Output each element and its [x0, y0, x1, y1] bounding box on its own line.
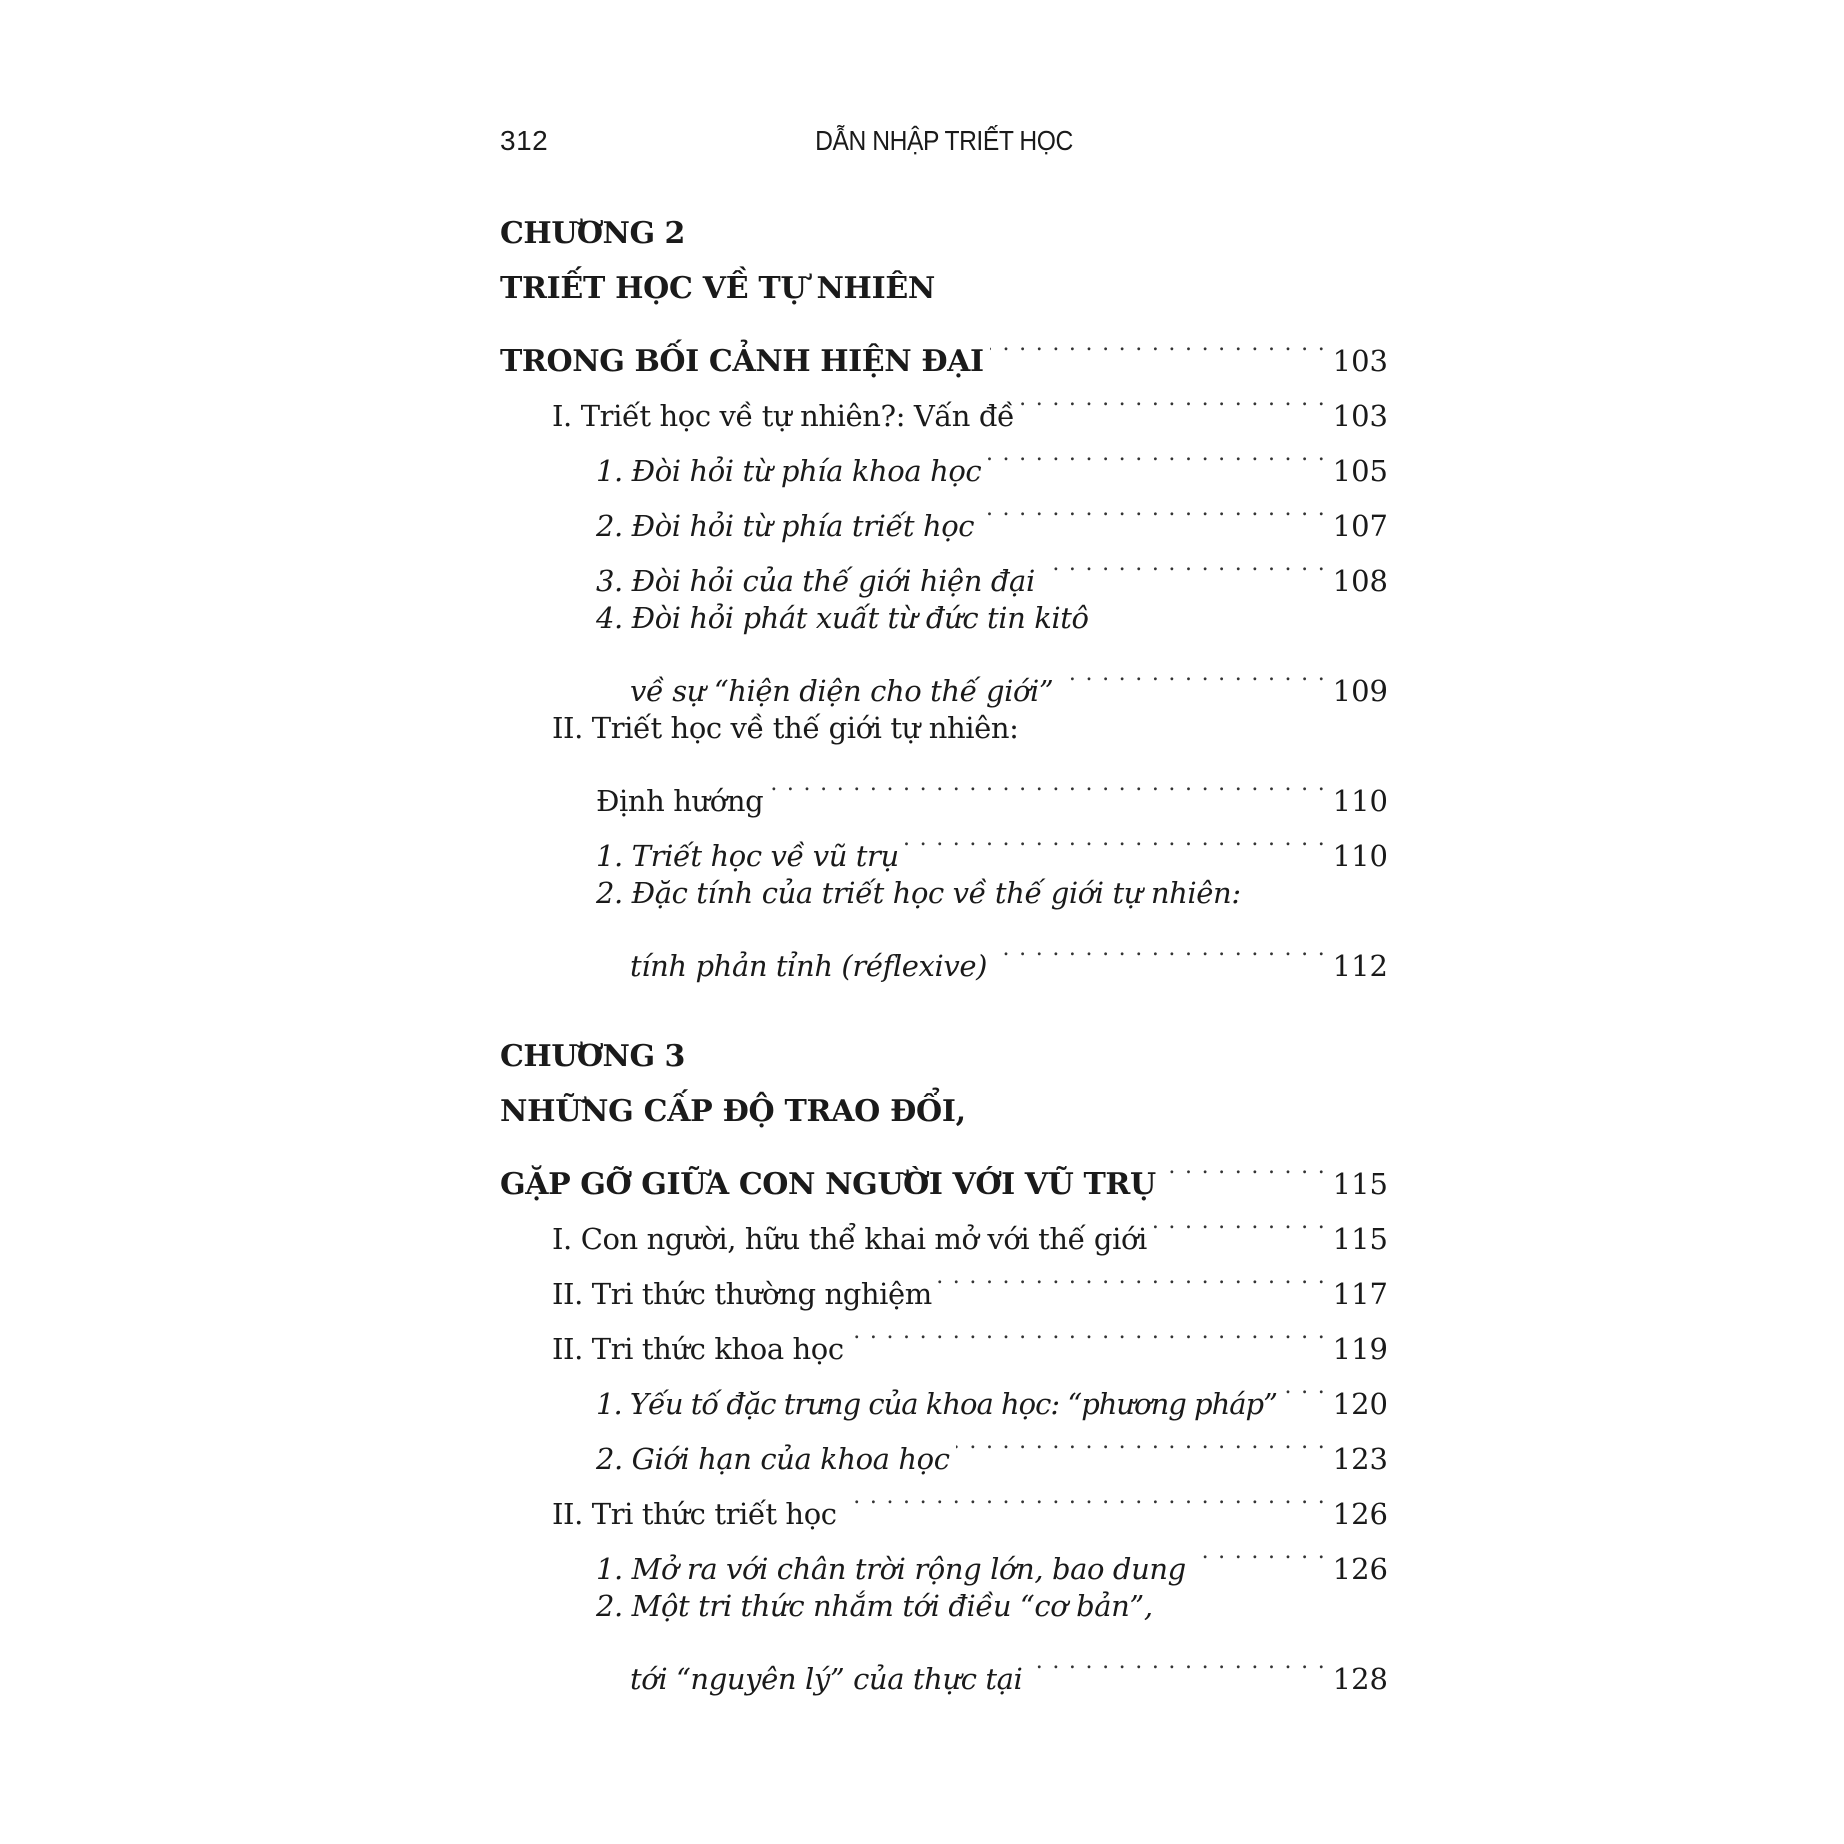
toc-entry: [500, 866, 1388, 921]
dot-leader: [1021, 371, 1327, 426]
page-ref: 110: [1332, 839, 1388, 873]
page-ref: 126: [1332, 1552, 1388, 1586]
page-ref: 112: [1332, 949, 1388, 983]
page-ref: 105: [1332, 454, 1388, 488]
toc-entry: [500, 701, 1388, 756]
entry-text: I. Triết học về tự nhiên?: Vấn đề: [552, 399, 1015, 433]
page-ref: 115: [1332, 1167, 1388, 1201]
chapter-title-last-line: TRONG BỐI CẢNH HIỆN ĐẠI: [500, 344, 984, 379]
dot-leader: [1283, 1359, 1326, 1414]
entry-text: 3. Đòi hỏi của thế giới hiện đại: [596, 564, 1035, 598]
dot-leader: [850, 1304, 1326, 1359]
page-header: [500, 125, 1388, 169]
entry-text: tính phản tỉnh (réflexive): [630, 949, 988, 983]
dot-leader: [980, 481, 1326, 536]
dot-leader: [993, 921, 1326, 976]
entry-text: 1. Mở ra với chân trời rộng lớn, bao dung: [596, 1552, 1186, 1586]
entry-text: II. Triết học về thế giới tự nhiên:: [552, 711, 1019, 745]
page-ref: 119: [1332, 1332, 1388, 1366]
page-ref: 123: [1332, 1442, 1388, 1476]
page-number: 312: [500, 125, 549, 156]
dot-leader: [769, 756, 1326, 811]
dot-leader: [938, 1249, 1326, 1304]
page-ref: 115: [1332, 1222, 1388, 1256]
dot-leader: [987, 426, 1326, 481]
chapter-2-section: [500, 206, 1388, 983]
toc-entry-chapter-title: [500, 316, 1388, 379]
dot-leader: [1153, 1194, 1326, 1249]
dot-leader: [843, 1469, 1326, 1524]
entry-text: 1. Đòi hỏi từ phía khoa học: [596, 454, 982, 488]
dot-leader: [990, 316, 1326, 371]
toc-entry: [500, 1579, 1388, 1634]
chapter-title-last-line: GẶP GỠ GIỮA CON NGƯỜI VỚI VŨ TRỤ: [500, 1167, 1156, 1202]
page-ref: 103: [1332, 344, 1388, 378]
toc-entry: [500, 591, 1388, 646]
running-title: DẪN NHẬP TRIẾT HỌC: [815, 125, 1073, 156]
chapter-title-line: NHỮNG CẤP ĐỘ TRAO ĐỔI,: [500, 1094, 966, 1129]
dot-leader: [1162, 1139, 1326, 1194]
page-ref: 107: [1332, 509, 1388, 543]
entry-text: 2. Đòi hỏi từ phía triết học: [596, 509, 975, 543]
entry-text: I. Con người, hữu thể khai mở với thế giới: [552, 1222, 1147, 1256]
toc-entry-chapter-title: [500, 1139, 1388, 1202]
entry-text: 4. Đòi hỏi phát xuất từ đức tin kitô: [596, 601, 1089, 635]
entry-text: tới “nguyên lý” của thực tại: [630, 1662, 1023, 1696]
chapter-label: CHƯƠNG 3: [500, 1039, 685, 1074]
page-ref: 128: [1332, 1662, 1388, 1696]
entry-text: 1. Yếu tố đặc trưng của khoa học: “phương pháp”: [596, 1387, 1277, 1421]
page-ref: 120: [1332, 1387, 1388, 1421]
dot-leader: [905, 811, 1326, 866]
entry-text: 2. Một tri thức nhắm tới điều “cơ bản”,: [596, 1589, 1153, 1623]
entry-text: II. Tri thức khoa học: [552, 1332, 844, 1366]
entry-text: 2. Giới hạn của khoa học: [596, 1442, 950, 1476]
entry-text: về sự “hiện diện cho thế giới”: [630, 674, 1054, 708]
entry-text: II. Tri thức triết học: [552, 1497, 837, 1531]
page-ref: 108: [1332, 564, 1388, 598]
toc-entry-continuation: [500, 756, 1388, 818]
entry-text: 2. Đặc tính của triết học về thế giới tự nhiên:: [596, 876, 1241, 910]
page-ref: 117: [1332, 1277, 1388, 1311]
dot-leader: [956, 1414, 1326, 1469]
chapter-label: CHƯƠNG 2: [500, 216, 685, 251]
dot-leader: [1041, 536, 1326, 591]
chapter-title-line: TRIẾT HỌC VỀ TỰ NHIÊN: [500, 271, 936, 306]
page-ref: 103: [1332, 399, 1388, 433]
entry-text: II. Tri thức thường nghiệm: [552, 1277, 932, 1311]
page-ref: 110: [1332, 784, 1388, 818]
toc-entry-continuation: [500, 1634, 1388, 1696]
page-ref: 109: [1332, 674, 1388, 708]
entry-text: Định hướng: [596, 784, 764, 818]
toc-entry-continuation: [500, 921, 1388, 983]
dot-leader: [1192, 1524, 1326, 1579]
dot-leader: [1059, 646, 1326, 701]
entry-text: 1. Triết học về vũ trụ: [596, 839, 899, 873]
toc-entry-continuation: [500, 646, 1388, 708]
page-ref: 126: [1332, 1497, 1388, 1531]
dot-leader: [1028, 1634, 1326, 1689]
chapter-3-section: [500, 1029, 1388, 1696]
